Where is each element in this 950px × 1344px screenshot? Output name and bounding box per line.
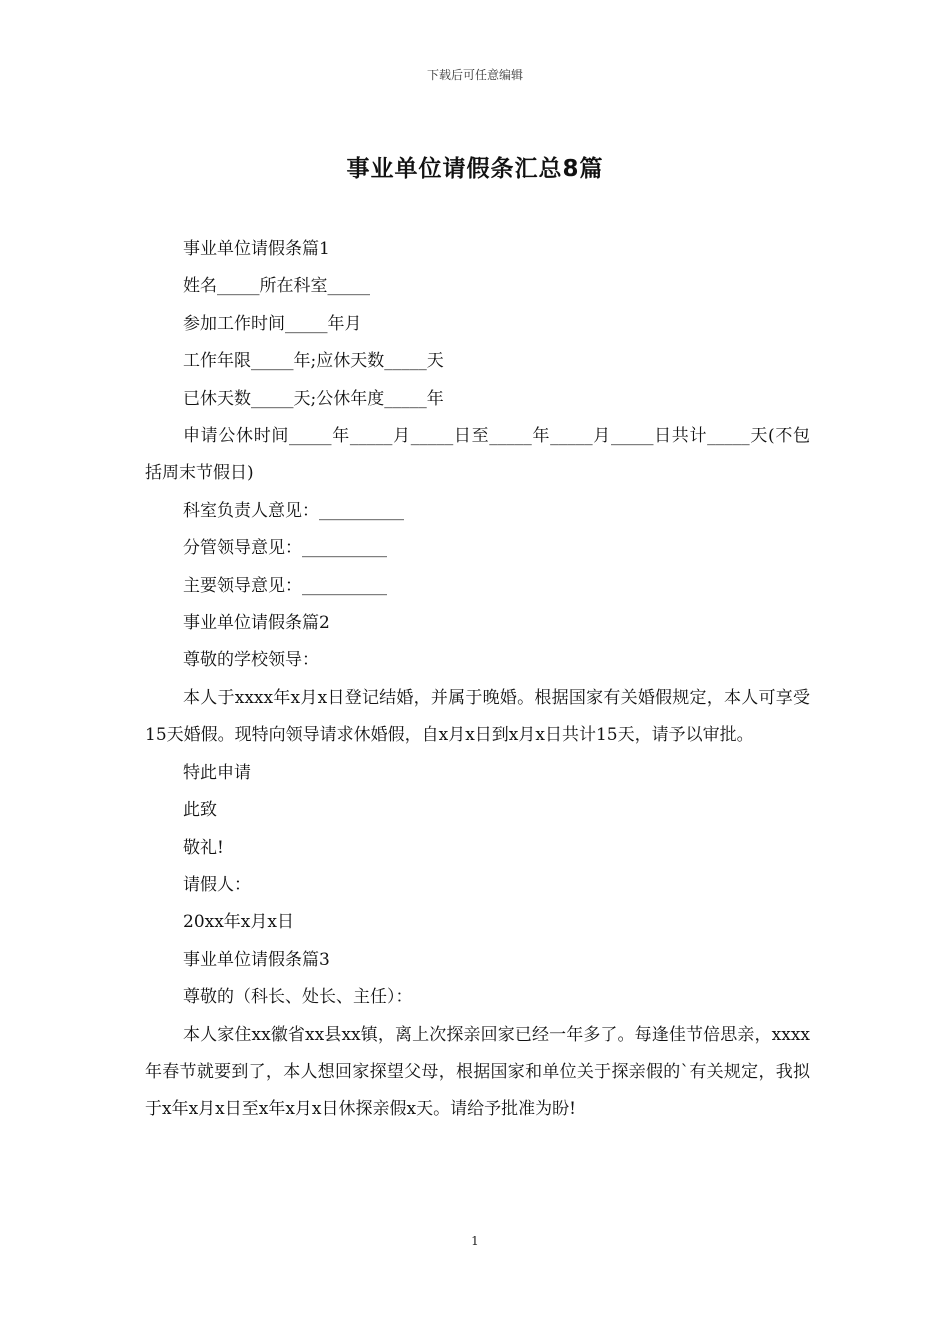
body-paragraph-2: 本人于xxxx年x月x日登记结婚，并属于晚婚。根据国家有关婚假规定，本人可享受15天婚假。现特向领导请求休婚假，自x月x日到x月x日共计15天，请予以审批。 [145, 687, 810, 746]
date-line: 20xx年x月x日 [183, 912, 294, 933]
header-note: 下载后可任意编辑 [426, 68, 523, 82]
page-number: 1 [471, 1234, 479, 1248]
form-line-leave-period: 申请公休时间_____年_____月_____日至_____年_____月_____日共计_____天(不包括周末节假日) [145, 426, 810, 484]
document-body [145, 231, 810, 1129]
section-heading-2: 事业单位请假条篇2 [183, 613, 330, 634]
section-heading-3: 事业单位请假条篇3 [183, 949, 330, 970]
form-line-work-start: 参加工作时间_____年月 [183, 313, 362, 334]
form-line-work-years: 工作年限_____年;应休天数_____天 [183, 351, 444, 372]
salutation-3: 尊敬的（科长、处长、主任）： [183, 987, 413, 1008]
body-paragraph-3: 本人家住xx徽省xx县xx镇，离上次探亲回家已经一年多了。每逢佳节倍思亲，xxxx年春节就要到了，本人想回家探望父母，根据国家和单位关于探亲假的`有关规定，我拟于x年x月x日至x年x月x日休探亲假x天。请给予批准为盼! [145, 1024, 810, 1120]
closing-cizhi: 此致 [183, 800, 217, 821]
form-line-supervisor-opinion: 分管领导意见：__________ [183, 538, 387, 559]
salutation-2: 尊敬的学校领导： [183, 650, 319, 671]
section-heading-1: 事业单位请假条篇1 [183, 239, 330, 259]
form-line-days-taken: 已休天数_____天;公休年度_____年 [183, 388, 444, 409]
signature-line: 请假人： [183, 874, 251, 895]
document-title: 事业单位请假条汇总8篇 [346, 156, 604, 182]
form-line-leader-opinion: 主要领导意见：__________ [183, 575, 387, 596]
closing-request: 特此申请 [183, 762, 251, 783]
form-line-dept-opinion: 科室负责人意见：__________ [183, 500, 404, 521]
closing-jingli: 敬礼! [183, 837, 224, 858]
form-line-name: 姓名_____所在科室_____ [183, 276, 370, 297]
